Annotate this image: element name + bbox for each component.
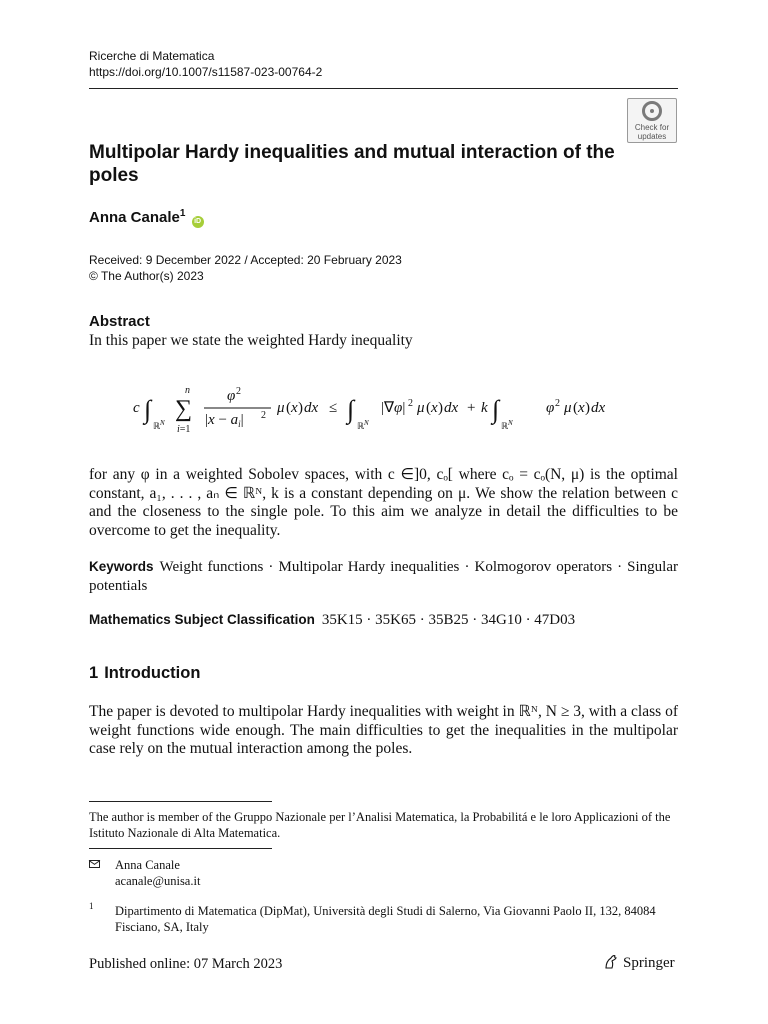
journal-name: Ricerche di Matematica bbox=[89, 49, 215, 63]
svg-text:∑: ∑ bbox=[175, 396, 193, 422]
published-online: Published online: 07 March 2023 bbox=[89, 956, 283, 972]
svg-text:2: 2 bbox=[408, 398, 413, 409]
svg-text:c: c bbox=[133, 400, 140, 416]
received-accepted: Received: 9 December 2022 / Accepted: 20 February 2023 bbox=[89, 253, 402, 267]
corresponding-name: Anna Canale bbox=[115, 858, 180, 872]
svg-text:|∇φ|: |∇φ| bbox=[381, 400, 406, 416]
svg-text:φ: φ bbox=[227, 388, 236, 404]
keywords-label: Keywords bbox=[89, 559, 154, 574]
svg-text:∫: ∫ bbox=[492, 395, 500, 424]
svg-text:+: + bbox=[467, 400, 476, 416]
keywords-text: Weight functions · Multipolar Hardy inequalities · Kolmogorov operators · Singular potentials bbox=[89, 559, 678, 594]
svg-text:2: 2 bbox=[555, 398, 560, 409]
svg-text:|x − ai|: $|x - a_i|$ bbox=[205, 412, 244, 429]
affiliation: Dipartimento di Matematica (DipMat), Università degli Studi di Salerno, Via Giovanni Paolo II, 132, 84084 Fisciano, SA, Italy bbox=[115, 904, 656, 934]
svg-text:μ: μ bbox=[277, 400, 285, 416]
doi-link[interactable]: https://doi.org/10.1007/s11587-023-00764-2 bbox=[89, 65, 323, 79]
svg-text:ℝ: ℝ bbox=[153, 421, 161, 431]
author-line bbox=[89, 208, 204, 228]
svg-text:): ) bbox=[298, 400, 303, 416]
footnote-rule bbox=[89, 801, 272, 802]
svg-text:i=1: i=1 bbox=[177, 424, 191, 435]
svg-text:ℝ: ℝ bbox=[501, 421, 509, 431]
svg-text:2: 2 bbox=[261, 410, 266, 421]
section-number: 1 bbox=[89, 664, 99, 682]
svg-text:2: 2 bbox=[236, 386, 241, 397]
svg-text:(: ( bbox=[426, 400, 431, 416]
svg-text:N: N bbox=[508, 419, 513, 427]
svg-text:x: x bbox=[291, 400, 298, 416]
check-updates-label-2: updates bbox=[637, 132, 667, 141]
svg-text:∫: ∫ bbox=[144, 395, 152, 424]
check-for-updates-badge[interactable] bbox=[627, 98, 677, 143]
svg-text:μ: μ bbox=[417, 400, 425, 416]
msc-codes: 35K15 · 35K65 · 35B25 · 34G10 · 47D03 bbox=[321, 612, 576, 628]
svg-text:k: k bbox=[481, 400, 488, 416]
orcid-icon[interactable]: iD bbox=[192, 216, 204, 228]
svg-text:n: n bbox=[185, 385, 190, 396]
abstract-heading: Abstract bbox=[89, 313, 150, 330]
svg-text:ℝ: ℝ bbox=[357, 421, 365, 431]
svg-text:): ) bbox=[585, 400, 590, 416]
msc-label: Mathematics Subject Classification bbox=[89, 612, 315, 627]
svg-text:dx: dx bbox=[591, 400, 606, 416]
check-updates-icon bbox=[642, 101, 662, 121]
paper-title: Multipolar Hardy inequalities and mutual interaction of the poles bbox=[89, 142, 615, 186]
footnote-rule-2 bbox=[89, 848, 272, 849]
header-rule bbox=[89, 88, 678, 89]
hardy-inequality-formula bbox=[89, 383, 678, 439]
publisher-name: Springer bbox=[623, 955, 675, 971]
corresponding-author bbox=[115, 857, 200, 889]
svg-text:∫: ∫ bbox=[347, 395, 355, 424]
envelope-icon bbox=[89, 860, 100, 868]
svg-text:x: x bbox=[578, 400, 585, 416]
publisher-logo bbox=[603, 954, 675, 972]
keywords bbox=[89, 558, 678, 595]
svg-text:μ: μ bbox=[564, 400, 572, 416]
svg-text:dx: dx bbox=[444, 400, 459, 416]
funding-footnote: The author is member of the Gruppo Nazionale per l’Analisi Matematica, la Probabilitá e le loro Applicazioni of the Istituto Nazionale di Alta Matematica. bbox=[89, 810, 671, 840]
msc-classification bbox=[89, 612, 575, 629]
corresponding-email[interactable]: acanale@unisa.it bbox=[115, 874, 201, 888]
article-dates bbox=[89, 252, 402, 284]
formula-graphic bbox=[89, 383, 678, 439]
svg-text:x: x bbox=[431, 400, 438, 416]
svg-text:(: ( bbox=[286, 400, 291, 416]
author-name[interactable]: Anna Canale bbox=[89, 209, 180, 226]
svg-text:≤: ≤ bbox=[329, 400, 338, 416]
svg-text:N: N bbox=[160, 419, 165, 427]
copyright-notice: © The Author(s) 2023 bbox=[89, 269, 204, 283]
abstract-intro: In this paper we state the weighted Hardy inequality bbox=[89, 332, 413, 349]
abstract-body: for any φ in a weighted Sobolev spaces, with c ∈]0, cₒ[ where cₒ = cₒ(N, μ) is the optimal constant, a₁, . . . , aₙ ∈ ℝᴺ, k is a constant depending on μ. We show the relation between c and the closeness to the single pole. To this aim we analyze in detail the difficulties to be overcome to get the inequality. bbox=[89, 466, 678, 539]
svg-text:φ: φ bbox=[546, 400, 555, 416]
author-affiliation-mark: 1 bbox=[179, 208, 186, 219]
svg-text:): ) bbox=[438, 400, 443, 416]
svg-text:(: ( bbox=[573, 400, 578, 416]
check-updates-label-1: Check for bbox=[634, 123, 670, 132]
springer-horse-icon bbox=[603, 954, 619, 970]
svg-text:N: N bbox=[364, 419, 369, 427]
svg-text:dx: dx bbox=[304, 400, 319, 416]
journal-header bbox=[89, 48, 322, 80]
introduction-text: The paper is devoted to multipolar Hardy inequalities with weight in ℝᴺ, N ≥ 3, with a class of weight functions wide enough. The main difficulties to get the inequalities in the multipolar case rely on the mutual interaction among the poles. bbox=[89, 703, 678, 757]
section-heading-introduction bbox=[89, 664, 206, 683]
affiliation-number: 1 bbox=[89, 901, 94, 911]
section-title: Introduction bbox=[104, 664, 201, 682]
